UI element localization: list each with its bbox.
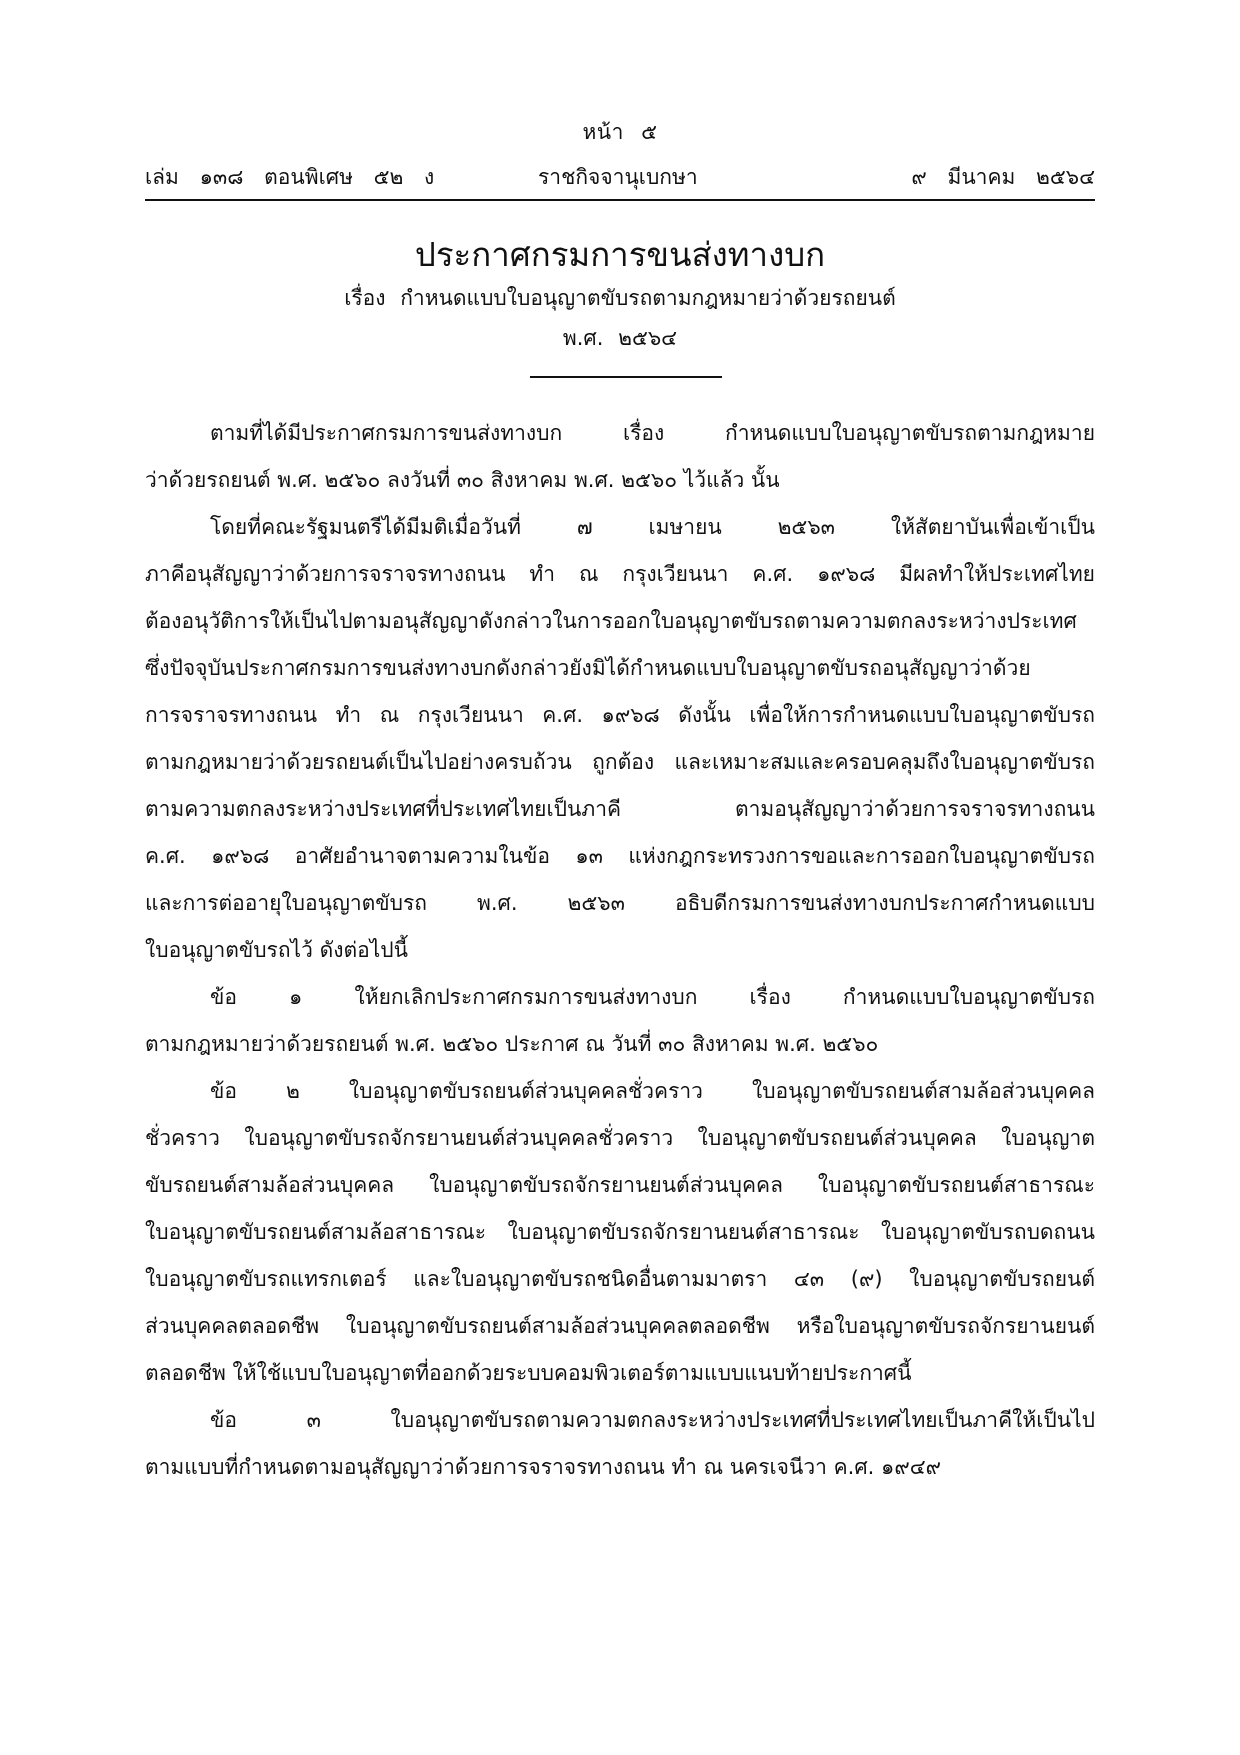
body-line: ภาคีอนุสัญญาว่าด้วยการจราจรทางถนน ทำ ณ กรุงเวียนนา ค.ศ. ๑๙๖๘ มีผลทำให้ประเทศไทย [145,562,1095,586]
document-body [145,410,1095,1491]
body-line: ใบอนุญาตขับรถแทรกเตอร์ และใบอนุญาตขับรถชนิดอื่นตามมาตรา ๔๓ (๙) ใบอนุญาตขับรถยนต์ [145,1267,1095,1291]
publication-name: ราชกิจจานุเบกษา [538,165,698,189]
body-line: ตามความตกลงระหว่างประเทศที่ประเทศไทยเป็นภาคี ตามอนุสัญญาว่าด้วยการจราจรทางถนน [145,797,1095,821]
body-line: ว่าด้วยรถยนต์ พ.ศ. ๒๕๖๐ ลงวันที่ ๓๐ สิงหาคม พ.ศ. ๒๕๖๐ ไว้แล้ว นั้น [145,468,780,492]
body-line: ต้องอนุวัติการให้เป็นไปตามอนุสัญญาดังกล่าวในการออกใบอนุญาตขับรถตามความตกลงระหว่างประเทศ [145,609,1077,633]
document-subject: เรื่อง กำหนดแบบใบอนุญาตขับรถตามกฎหมายว่าด้วยรถยนต์ [344,286,896,310]
body-line: ข้อ ๑ ให้ยกเลิกประกาศกรมการขนส่งทางบก เรื่อง กำหนดแบบใบอนุญาตขับรถ [210,985,1095,1009]
header-divider [145,199,1095,201]
body-line: ตามแบบที่กำหนดตามอนุสัญญาว่าด้วยการจราจรทางถนน ทำ ณ นครเจนีวา ค.ศ. ๑๙๔๙ [145,1455,941,1479]
body-line: โดยที่คณะรัฐมนตรีได้มีมติเมื่อวันที่ ๗ เมษายน ๒๕๖๓ ให้สัตยาบันเพื่อเข้าเป็น [210,515,1095,539]
title-divider [530,376,722,378]
title-block [0,232,1240,358]
volume-info: เล่ม ๑๓๘ ตอนพิเศษ ๕๒ ง [145,165,435,189]
gazette-header [145,155,1095,195]
body-line: ชั่วคราว ใบอนุญาตขับรถจักรยานยนต์ส่วนบุคคลชั่วคราว ใบอนุญาตขับรถยนต์ส่วนบุคคล ใบอนุญาต [145,1126,1095,1150]
body-line: ข้อ ๒ ใบอนุญาตขับรถยนต์ส่วนบุคคลชั่วคราว ใบอนุญาตขับรถยนต์สามล้อส่วนบุคคล [210,1079,1095,1103]
body-line: ตามกฎหมายว่าด้วยรถยนต์ พ.ศ. ๒๕๖๐ ประกาศ ณ วันที่ ๓๐ สิงหาคม พ.ศ. ๒๕๖๐ [145,1032,879,1056]
publication-date: ๙ มีนาคม ๒๕๖๔ [911,165,1095,189]
page-number: หน้า ๕ [582,120,658,144]
body-line: และการต่ออายุใบอนุญาตขับรถ พ.ศ. ๒๕๖๓ อธิบดีกรมการขนส่งทางบกประกาศกำหนดแบบ [145,891,1095,915]
body-line: ค.ศ. ๑๙๖๘ อาศัยอำนาจตามความในข้อ ๑๓ แห่งกฎกระทรวงการขอและการออกใบอนุญาตขับรถ [145,844,1095,868]
document-title: ประกาศกรมการขนส่งทางบก [414,235,826,274]
body-line: ส่วนบุคคลตลอดชีพ ใบอนุญาตขับรถยนต์สามล้อส่วนบุคคลตลอดชีพ หรือใบอนุญาตขับรถจักรยานยนต์ [145,1314,1095,1338]
body-line: ตลอดชีพ ให้ใช้แบบใบอนุญาตที่ออกด้วยระบบคอมพิวเตอร์ตามแบบแนบท้ายประกาศนี้ [145,1361,912,1385]
body-line: ขับรถยนต์สามล้อส่วนบุคคล ใบอนุญาตขับรถจักรยานยนต์ส่วนบุคคล ใบอนุญาตขับรถยนต์สาธารณะ [145,1173,1095,1197]
body-line: ใบอนุญาตขับรถไว้ ดังต่อไปนี้ [145,938,408,962]
body-line: ตามที่ได้มีประกาศกรมการขนส่งทางบก เรื่อง กำหนดแบบใบอนุญาตขับรถตามกฎหมาย [210,421,1095,445]
body-line: ข้อ ๓ ใบอนุญาตขับรถตามความตกลงระหว่างประเทศที่ประเทศไทยเป็นภาคีให้เป็นไป [210,1408,1095,1432]
body-line: ซึ่งปัจจุบันประกาศกรมการขนส่งทางบกดังกล่าวยังมิได้กำหนดแบบใบอนุญาตขับรถอนุสัญญาว่าด้วย [145,656,1031,680]
body-line: ตามกฎหมายว่าด้วยรถยนต์เป็นไปอย่างครบถ้วน ถูกต้อง และเหมาะสมและครอบคลุมถึงใบอนุญาตขับรถ [145,750,1095,774]
body-line: การจราจรทางถนน ทำ ณ กรุงเวียนนา ค.ศ. ๑๙๖๘ ดังนั้น เพื่อให้การกำหนดแบบใบอนุญาตขับรถ [145,703,1095,727]
body-line: ใบอนุญาตขับรถยนต์สามล้อสาธารณะ ใบอนุญาตขับรถจักรยานยนต์สาธารณะ ใบอนุญาตขับรถบดถนน [145,1220,1095,1244]
document-year: พ.ศ. ๒๕๖๔ [562,326,678,350]
